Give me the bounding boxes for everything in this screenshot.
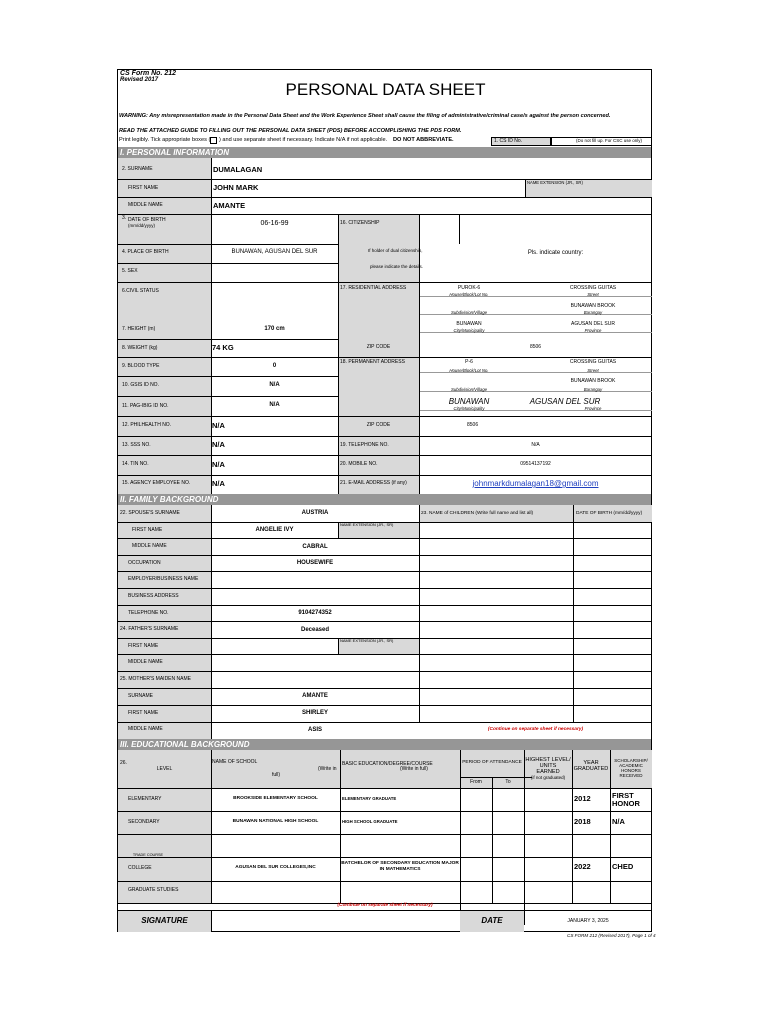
employer-label: EMPLOYER/BUSINESS NAME [128,576,199,582]
father-middle-name-label: MIDDLE NAME [128,659,163,665]
indicate-country: Pls. indicate country: [527,250,584,256]
education-number: 26. [120,760,127,766]
father-surname-label: 24. FATHER'S SURNAME [120,626,179,632]
blood-type-value[interactable]: 0 [272,363,277,369]
college-year[interactable]: 2022 [574,862,591,871]
residential-address-label: 17. RESIDENTIAL ADDRESS [340,285,407,291]
spouse-first-name-value[interactable]: ANGELIE IVY [255,527,294,533]
dob-label: DATE OF BIRTH [128,217,166,223]
secondary-year[interactable]: 2018 [574,817,591,826]
family-label-column [118,505,211,739]
email-value[interactable]: johnmarkdumalagan18@gmail.com [472,479,599,488]
spouse-telephone-value[interactable]: 9104274352 [298,610,332,616]
surname-label: 2. SURNAME [122,166,153,172]
philhealth-value[interactable]: N/A [212,421,225,430]
perm-zip-value[interactable]: 8506 [467,422,479,428]
elementary-course[interactable]: ELEMENTARY GRADUATE [342,796,397,801]
warning-text: WARNING: Any misrepresentation made in the Personal Data Sheet and the Work Experience Sheet shall cause the filing of administrative/criminal case/s against the person concerned. [119,113,611,119]
education-level-trade: TRADE COURSE [132,853,164,857]
spouse-telephone-label: TELEPHONE NO. [128,610,169,616]
res-street-value[interactable]: CROSSING GUITAS [569,285,617,291]
res-house-value[interactable]: PUROK-6 [457,285,481,291]
form-revised: Revised 2017 [120,77,159,83]
signature-label: SIGNATURE [141,916,188,925]
agency-employee-value[interactable]: N/A [212,479,225,488]
honors-header-2: ACADEMIC [619,763,643,768]
perm-street-caption: Street [587,368,599,373]
father-surname-value[interactable]: Deceased [300,627,330,633]
res-province-caption: Province [584,328,602,333]
school-header: NAME OF SCHOOL [212,759,258,765]
course-header: BASIC EDUCATION/DEGREE/COURSE [342,761,433,767]
form-title: PERSONAL DATA SHEET [285,80,486,99]
family-continue-note: (Continue on separate sheet if necessary) [487,727,584,732]
children-label: 23. NAME of CHILDREN (Write full name and list all) [421,511,534,516]
gsis-label: 10. GSIS ID NO. [122,382,159,388]
spouse-ext-label: NAME EXTENSION (JR., SR) [340,522,394,527]
spouse-surname-label: 22. SPOUSE'S SURNAME [120,510,180,516]
res-barangay-caption: Barangay [583,310,603,315]
mobile-label: 20. MOBILE NO. [340,461,378,467]
do-not-abbreviate: DO NOT ABBREVIATE. [393,137,454,143]
education-level-secondary: SECONDARY [128,819,160,825]
honors-header-3: HONORS [621,768,641,773]
period-to-header: To [505,779,511,785]
middle-name-value[interactable]: AMANTE [213,201,246,210]
res-city-value[interactable]: BUNAWAN [456,321,482,327]
csid-label: 1. CS ID No. [494,138,523,144]
tick-box-sample [210,137,217,144]
tin-label: 14. TIN NO. [122,461,149,467]
perm-house-value[interactable]: P-6 [465,359,473,365]
form-number: CS Form No. 212 [120,70,177,77]
elementary-year[interactable]: 2012 [574,794,591,803]
mother-surname-value[interactable]: AMANTE [302,693,328,699]
perm-barangay-caption: Barangay [583,387,603,392]
occupation-label: OCCUPATION [128,560,161,566]
father-first-name-label: FIRST NAME [128,643,159,649]
education-continue-note: (Continue on separate sheet if necessary) [337,903,433,908]
height-value[interactable]: 170 cm [264,326,285,332]
highest-level-header-3: EARNED [536,769,560,775]
mother-surname-label: SURNAME [128,693,154,699]
civil-status-label: 6.CIVIL STATUS [122,288,159,294]
highest-level-header-4: (if not graduated) [530,775,566,780]
elementary-honors[interactable]: FIRST HONOR [612,791,640,808]
mobile-value[interactable]: 09514137192 [520,461,551,467]
csid-note: (Do not fill up. For CSC use only) [576,138,643,143]
pds-form [117,69,652,932]
date-label: DATE [481,916,503,925]
form-page-reference: CS FORM 212 (Revised 2017), Page 1 of 4 [567,933,656,938]
section-educational-background: III. EDUCATIONAL BACKGROUND [118,739,651,750]
spouse-middle-name-label: MIDDLE NAME [132,543,167,549]
perm-city-caption: City/Municipality [453,406,485,411]
name-extension-label: NAME EXTENSION (JR., SR) [527,180,583,185]
spouse-middle-name-value[interactable]: CABRAL [302,544,328,550]
mother-maiden-label: 25. MOTHER'S MAIDEN NAME [120,676,191,682]
secondary-school[interactable]: BUNAWAN NATIONAL HIGH SCHOOL [232,819,319,824]
tin-value[interactable]: N/A [212,460,225,469]
dob-format: (mm/dd/yyyy) [128,223,155,228]
year-graduated-header-2: GRADUATED [573,766,609,772]
permanent-address-label: 18. PERMANENT ADDRESS [340,359,405,365]
honors-header-4: RECEIVED [619,773,643,778]
citizenship-label: 16. CITIZENSHIP [340,220,380,226]
section-personal-information: I. PERSONAL INFORMATION [118,147,651,158]
father-ext-label: NAME EXTENSION (JR., SR) [340,638,394,643]
year-graduated-header-1: YEAR [583,760,599,766]
period-header: PERIOD OF ATTENDANCE [462,760,522,765]
spouse-first-name-label: FIRST NAME [132,527,163,533]
level-header: LEVEL [156,766,173,772]
perm-zip-label: ZIP CODE [366,422,391,428]
perm-city-value[interactable]: BUNAWAN [448,397,490,406]
dual-citizenship-note-1: If holder of dual citizenship, [368,248,423,253]
res-barangay-value[interactable]: BUNAWAN BROOK [570,303,616,309]
perm-barangay-value[interactable]: BUNAWAN BROOK [570,378,616,384]
period-from-header: From [470,779,482,785]
mother-first-name-label: FIRST NAME [128,710,159,716]
occupation-value[interactable]: HOUSEWIFE [296,560,334,566]
date-value[interactable]: JANUARY 3, 2025 [567,918,609,924]
college-course[interactable]: BATCHELOR OF SECONDARY EDUCATION MAJOR IN MATHEMATICS [341,861,459,872]
perm-house-caption: House/Block/Lot No. [449,368,489,373]
perm-province-caption: Province [584,406,602,411]
agency-employee-label: 15. AGENCY EMPLOYEE NO. [122,480,191,486]
sss-value[interactable]: N/A [212,440,225,449]
surname-value[interactable]: DUMALAGAN [213,165,263,174]
pagibig-value[interactable]: N/A [269,402,280,408]
philhealth-label: 12. PHILHEALTH NO. [122,422,172,428]
gsis-value[interactable]: N/A [269,382,280,388]
education-level-column [118,788,211,903]
pob-label: 4. PLACE OF BIRTH [122,249,169,255]
highest-level-header-1: HIGHEST LEVEL/ [525,757,571,763]
res-street-caption: Street [587,292,599,297]
secondary-honors[interactable]: N/A [612,817,625,826]
highest-level-header-2: UNITS [539,763,557,769]
college-school[interactable]: AGUSAN DEL SUR COLLEGES,INC [235,865,316,870]
education-level-elementary: ELEMENTARY [128,796,162,802]
res-city-caption: City/Municipality [453,328,485,333]
middle-name-label: MIDDLE NAME [128,202,163,208]
pob-value[interactable]: BUNAWAN, AGUSAN DEL SUR [231,249,318,255]
blood-type-label: 9. BLOOD TYPE [122,363,160,369]
height-label: 7. HEIGHT (m) [122,326,156,332]
perm-street-value[interactable]: CROSSING GUITAS [569,359,617,365]
res-subdivision-caption: Subdivision/Village [451,310,487,315]
email-label: 21. E-MAIL ADDRESS (if any) [340,480,407,486]
mother-middle-name-label: MIDDLE NAME [128,726,163,732]
perm-subdivision-caption: Subdivision/Village [451,387,487,392]
perm-province-value[interactable]: AGUSAN DEL SUR [529,397,601,406]
telephone-label: 19. TELEPHONE NO. [340,442,389,448]
first-name-label: FIRST NAME [128,185,159,191]
dual-citizenship-note-2: please indicate the details. [370,264,424,269]
sss-label: 13. SSS NO. [122,442,151,448]
education-level-college: COLLEGE [128,865,152,871]
mother-middle-name-value[interactable]: ASIS [307,727,322,733]
signature-field[interactable] [212,911,459,932]
first-name-value[interactable]: JOHN MARK [213,183,259,192]
dob-value[interactable]: 06-16-99 [260,220,289,227]
school-header-write-in: (Write in [318,766,337,772]
res-house-caption: House/Block/Lot No. [449,292,489,297]
weight-label: 8. WEIGHT (kg) [122,345,158,351]
res-zip-value[interactable]: 8506 [529,344,542,350]
children-dob-label: DATE OF BIRTH (mm/dd/yyyy) [576,511,643,516]
mother-first-name-value[interactable]: SHIRLEY [301,710,328,716]
weight-value[interactable]: 74 KG [212,343,234,352]
business-address-label: BUSINESS ADDRESS [128,593,179,599]
education-level-graduate: GRADUATE STUDIES [128,887,179,893]
elementary-school[interactable]: BROOKSIDE ELEMENTARY SCHOOL [233,796,318,801]
secondary-course[interactable]: HIGH SCHOOL GRADUATE [342,819,398,824]
telephone-value[interactable]: N/A [531,442,540,448]
print-legibly-b: ) and use separate sheet if necessary. Indicate N/A if not applicable. [219,137,388,143]
college-honors[interactable]: CHED [612,862,634,871]
address-label-column [338,214,419,494]
spouse-surname-value[interactable]: AUSTRIA [301,510,329,516]
pagibig-label: 11. PAG-IBIG ID NO. [122,403,169,409]
honors-header-1: SCHOLARSHIP/ [614,758,648,763]
res-province-value[interactable]: AGUSAN DEL SUR [571,321,615,327]
print-legibly-a: Print legibly. Tick appropriate boxes ( [119,137,211,143]
dob-number: 3. [122,215,127,221]
res-zip-label: ZIP CODE [366,344,391,350]
section-family-background: II. FAMILY BACKGROUND [118,494,651,505]
school-header-full: full) [272,772,281,778]
read-guide-text: READ THE ATTACHED GUIDE TO FILLING OUT THE PERSONAL DATA SHEET (PDS) BEFORE ACCOMPLISHING THE PDS FORM. [119,128,462,134]
course-header-sub: (Write in full) [400,766,428,772]
sex-label: 5. SEX [122,268,138,274]
